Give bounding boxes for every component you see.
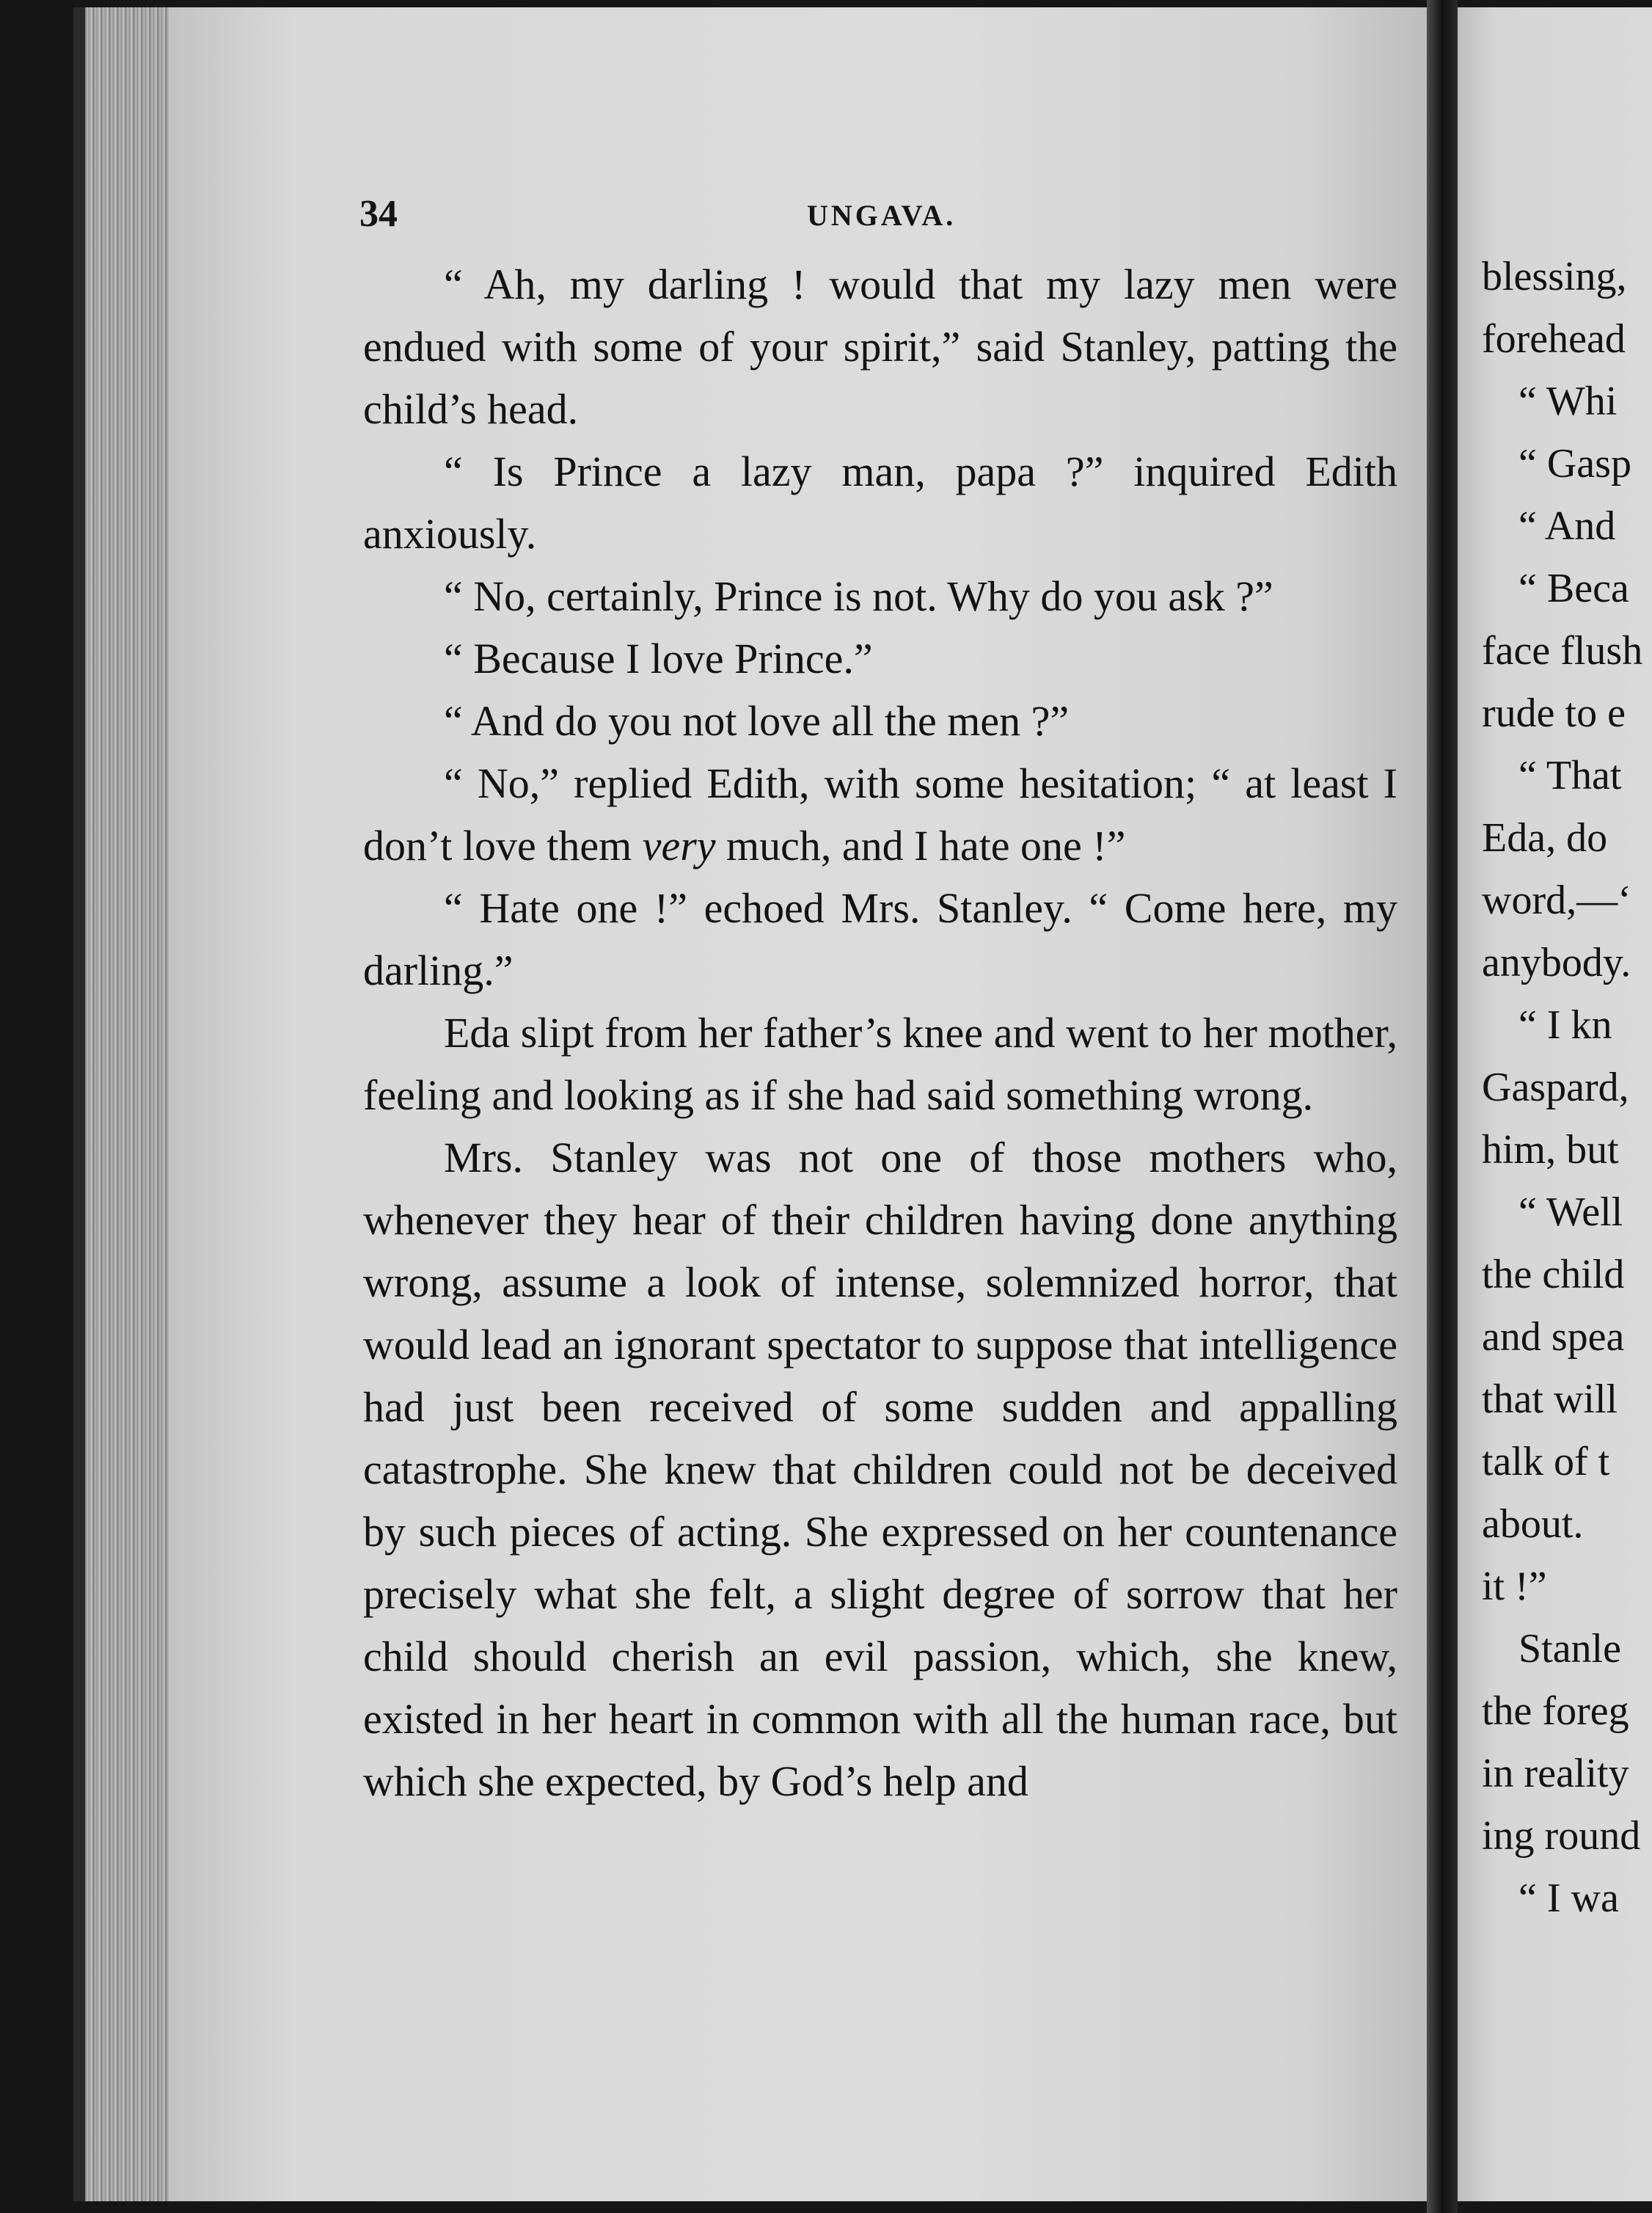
page-stack-edge (73, 7, 169, 2201)
right-line: “ That (1518, 753, 1622, 798)
paragraph-text: “ No,” replied Edith, with some hesitation; “ at least I don’t love them (363, 759, 1397, 869)
emphasis-word: very (642, 822, 716, 869)
right-line: blessing, (1482, 254, 1627, 299)
right-line: face flush (1482, 628, 1643, 674)
paragraph: “ No, certainly, Prince is not. Why do you ask ?” (444, 572, 1273, 620)
right-line: Eda, do (1482, 815, 1608, 861)
paragraph: “ Hate one !” echoed Mrs. Stanley. “ Come here, my darling.” (363, 884, 1397, 994)
right-line: Stanle (1518, 1626, 1621, 1671)
right-page-body (1482, 246, 1652, 1930)
right-line: the child (1482, 1252, 1625, 1297)
paragraph-text-end: much, and I hate one !” (715, 822, 1126, 869)
right-line: anybody. (1482, 940, 1631, 985)
right-line: word,—‘ (1482, 878, 1631, 923)
running-title: UNGAVA. (807, 199, 957, 232)
paragraph: “ Ah, my darling ! would that my lazy men were endued with some of your spirit,” said Stanley, patting the child’s head. (363, 260, 1397, 433)
page-number: 34 (359, 193, 398, 235)
right-line: the foreg (1482, 1688, 1629, 1734)
left-page-body (363, 253, 1397, 1812)
right-line: it !” (1482, 1564, 1547, 1609)
paragraph: “ Is Prince a lazy man, papa ?” inquired Edith anxiously. (363, 448, 1397, 558)
right-line: “ I wa (1518, 1875, 1619, 1921)
right-line: forehead (1482, 316, 1626, 362)
right-line: in reality (1482, 1751, 1629, 1796)
right-line: talk of t (1482, 1439, 1610, 1484)
paragraph (363, 752, 1397, 877)
right-line: Gaspard, (1482, 1065, 1629, 1110)
right-line: about. (1482, 1501, 1584, 1547)
book-gutter (1427, 0, 1458, 2213)
right-line: him, but (1482, 1127, 1619, 1173)
book-cover-edge (73, 7, 85, 2201)
right-line: “ Whi (1518, 379, 1618, 424)
right-line: and spea (1482, 1314, 1625, 1360)
right-line: “ Well (1518, 1189, 1623, 1235)
right-line: “ Gasp (1518, 441, 1631, 486)
right-line: “ And (1518, 503, 1616, 549)
paragraph: “ Because I love Prince.” (444, 635, 873, 682)
page-header (359, 192, 1423, 244)
right-line: rude to e (1482, 690, 1626, 736)
right-line: ing round (1482, 1813, 1641, 1859)
paragraph: Eda slipt from her father’s knee and went to her mother, feeling and looking as if she had said something wrong. (363, 1009, 1397, 1119)
paragraph: Mrs. Stanley was not one of those mothers who, whenever they hear of their children having done anything wrong, assume a look of intense, solemnized horror, that would lead an ignorant spectator to suppose that intelligence had just been received of some sudden and appalling catastrophe. She knew that children could not be deceived by such pieces of acting. She expressed on her countenance precisely what she felt, a slight degree of sorrow that her child should cherish an evil passion, which, she knew, existed in her heart in common with all the human race, but which she expected, by God’s help and (363, 1134, 1397, 1805)
right-line: that will (1482, 1377, 1618, 1422)
right-line: “ Beca (1518, 566, 1629, 611)
paragraph: “ And do you not love all the men ?” (444, 697, 1070, 745)
right-line: “ I kn (1518, 1002, 1612, 1048)
